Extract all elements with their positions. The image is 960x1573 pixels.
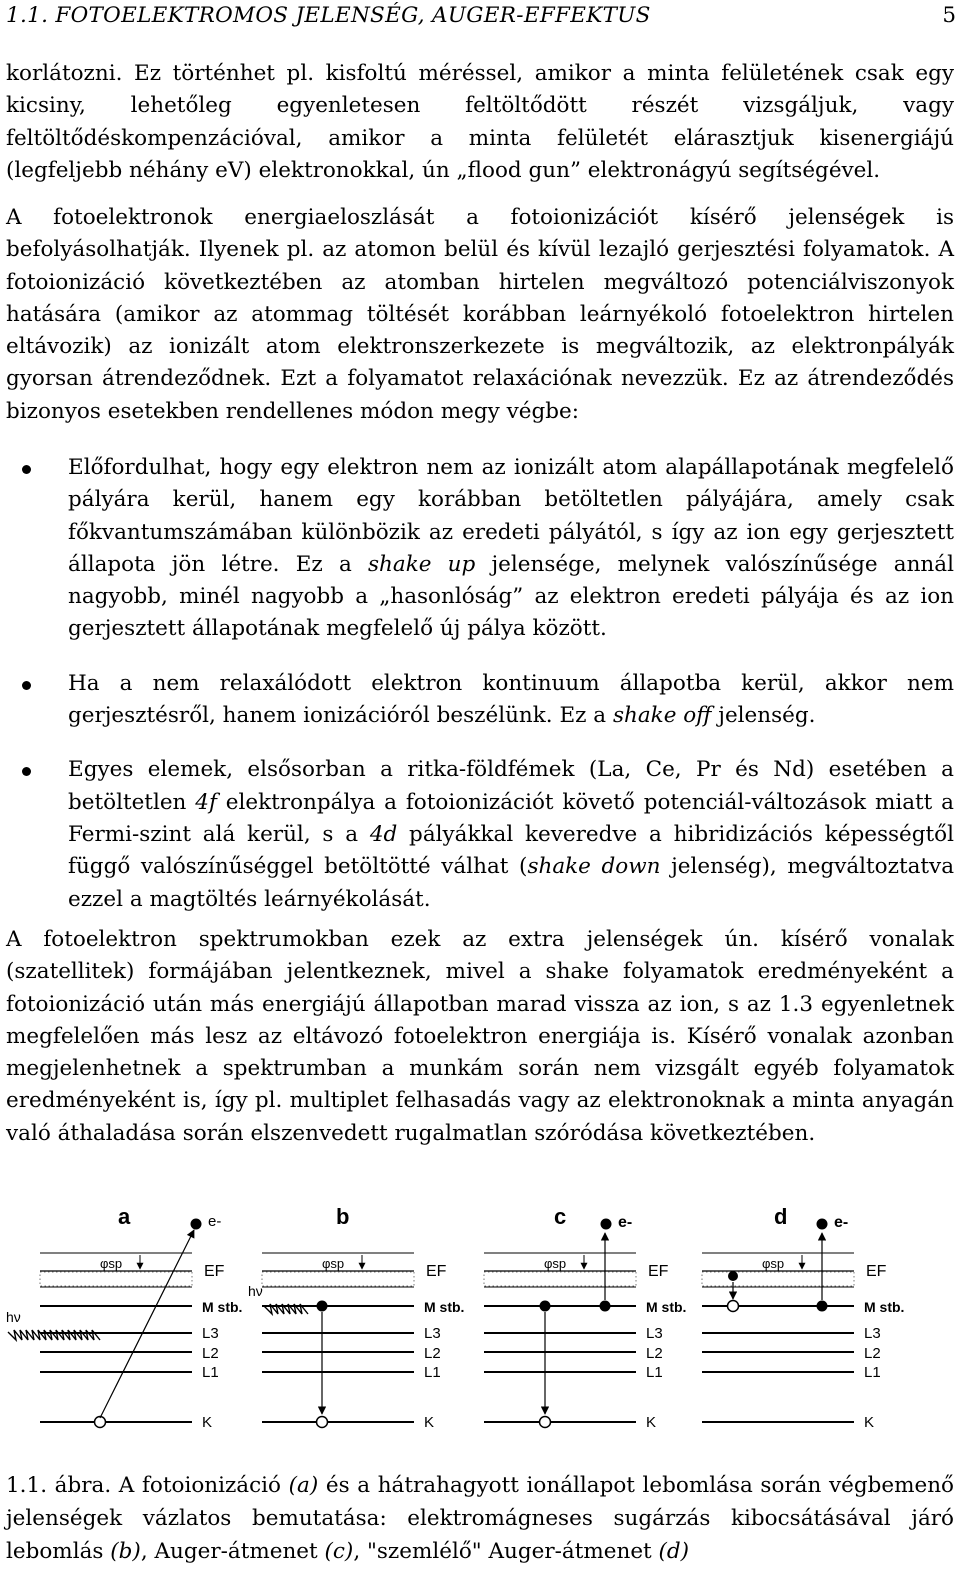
m-level-label: M stb.: [202, 1299, 243, 1315]
bullet-term: shake off: [612, 703, 712, 729]
fermi-level-label: EF: [648, 1263, 669, 1280]
running-header: [6, 3, 956, 33]
panel-label: c: [554, 1204, 567, 1229]
bullet-dot-icon: [22, 465, 31, 474]
fermi-level-label: EF: [204, 1263, 225, 1280]
photon-label: hν: [248, 1283, 263, 1299]
electron-label: e-: [208, 1213, 222, 1230]
caption-term: (d): [658, 1539, 690, 1564]
paragraph-3-block: [6, 924, 954, 1150]
l1-level-label: L1: [864, 1364, 881, 1381]
bullet-text: Ha a nem relaxálódott elektron kontinuum állapotba kerül, akkor nem gerjesztésről, hanem ionizációról beszélünk. Ez a: [68, 670, 954, 729]
paragraph-2-block: [6, 202, 954, 428]
electron-dot-icon: [601, 1219, 612, 1230]
bullet-text: elektronpálya a fotoionizációt követő potenciál-változások miatt a Fermi-szint alá kerül, s a: [68, 789, 954, 847]
energy-level-diagram: [0, 1196, 960, 1446]
paragraph-1: korlátozni. Ez történhet pl. kisfoltú méréssel, amikor a minta felületének csak egy kicsiny, lehetőleg egyenletesen feltöltődött részét vizsgáljuk, vagy feltöltődéskompenzációval, amikor a minta felületét elárasztjuk kisenergiájú (legfeljebb néhány eV) elektronokkal, ún „flood gun” elektronágyú segítségével.: [6, 61, 954, 183]
l1-level-label: L1: [646, 1364, 663, 1381]
bullet-term: 4f: [195, 789, 217, 815]
electron-dot-icon: [191, 1219, 202, 1230]
k-level-label: K: [864, 1414, 875, 1431]
bullet-text: Egyes elemek, elsősorban a ritka-földfémek (La, Ce, Pr és Nd) esetében a betöltetlen: [68, 757, 954, 815]
bullet-shake-up: [6, 452, 954, 646]
electron-label: e-: [834, 1214, 849, 1231]
fermi-level-label: EF: [866, 1263, 887, 1280]
running-header-title: 1.1. FOTOELEKTROMOS JELENSÉG, AUGER-EFFEKTUS: [6, 3, 651, 28]
l3-level-label: L3: [424, 1325, 441, 1342]
l2-level-label: L2: [424, 1345, 441, 1362]
work-function-label: φsp: [322, 1256, 345, 1271]
bullet-text: Előfordulhat, hogy egy elektron nem az ionizált atom alapállapotának megfelelő pályára kerül, hanem egy korábban betöltetlen pályájára, amely csak főkvantumszámában különbözik az eredeti pályától, s így az ion egy gerjesztett állapota jön létre. Ez a: [68, 455, 954, 577]
panel-label: a: [118, 1204, 131, 1229]
page-number: 5: [942, 3, 956, 28]
bullet-dot-icon: [22, 681, 31, 690]
work-function-label: φsp: [100, 1256, 123, 1271]
l2-level-label: L2: [646, 1345, 663, 1362]
caption-term: (b): [110, 1539, 141, 1564]
panel-a: [6, 1204, 242, 1431]
bullet-text: jelenség), megváltoztatva ezzel a magtöltés leárnyékolását.: [68, 854, 955, 912]
bullet-dot-icon: [22, 767, 31, 776]
caption-term: (a): [288, 1473, 319, 1498]
fermi-level-label: EF: [426, 1263, 447, 1280]
caption-text: és a hátrahagyott ionállapot lebomlása során végbemenő jelenségek vázlatos bemutatása: elektromágneses sugárzás kibocsátásával járó lebomlás: [6, 1473, 955, 1564]
caption-text: 1.1. ábra. A fotoionizáció: [6, 1473, 289, 1498]
bullet-term: shake up: [368, 551, 476, 577]
bullet-shake-down: [6, 754, 954, 915]
m-level-label: M stb.: [646, 1299, 687, 1315]
bullet-text: pályákkal keveredve a hibridizációs képességtől függő valószínűséggel betöltötté válhat (: [68, 821, 954, 880]
l3-level-label: L3: [864, 1325, 881, 1342]
electron-dot-icon: [817, 1219, 828, 1230]
bullet-list: [6, 452, 954, 916]
bullet-text: jelenség.: [711, 703, 816, 729]
figure-caption: [6, 1469, 954, 1568]
panel-label: b: [336, 1204, 350, 1229]
paragraph-3: A fotoelektron spektrumokban ezek az extra jelenségek ún. kísérő vonalak (szatellitek) formájában jelentkeznek, mivel a shake folyamatok eredményeként a fotoionizáció után más energiájú állapotban marad vissza az ion, s az 1.3 egyenletnek megfelelően más lesz az eltávozó fotoelektron energiája is. Kísérő vonalak azonban megjelenhetnek a spektrumban a munkám során nem vizsgált egyéb folyamatok eredményeként is, így pl. multiplet felhasadás vagy az elektronoknak a minta anyagán való áthaladása során elszenvedett rugalmatlan szóródása következtében.: [6, 927, 954, 1146]
k-level-label: K: [202, 1414, 213, 1431]
bullet-term: shake down: [527, 854, 661, 880]
photon-label: hν: [6, 1309, 21, 1325]
caption-text: , Auger-átmenet: [140, 1539, 325, 1564]
k-level-label: K: [646, 1414, 657, 1431]
paragraph-1-block: [6, 58, 954, 187]
panel-c: [484, 1204, 686, 1431]
panel-b: [248, 1204, 464, 1431]
work-function-label: φsp: [544, 1256, 567, 1271]
bullet-term: 4d: [369, 821, 398, 847]
bullet-text: jelensége, melynek valószínűsége annál nagyobb, minél nagyobb a „hasonlóság” az elektron eredeti pályája és az ion gerjesztett állapotának megfelelő új pálya között.: [68, 551, 954, 642]
paragraph-2: A fotoelektronok energiaeloszlását a fotoionizációt kísérő jelenségek is befolyásolhatják. Ilyenek pl. az atomon belül és kívül lezajló gerjesztési folyamatok. A fotoionizáció következtében az atomban hirtelen megváltozó potenciálviszonyok hatására (amikor az atommag töltését korábban leárnyékoló fotoelektron hirtelen eltávozik) az ionizált atom elektronszerkezete is megváltozik, az elektronpályák gyorsan átrendeződnek. Ezt a folyamatot relaxációnak nevezzük. Ez az átrendeződés bizonyos esetekben rendellenes módon megy végbe:: [6, 205, 954, 424]
panel-d: [702, 1204, 904, 1431]
caption-term: (c): [324, 1539, 354, 1564]
bullet-shake-off: [6, 668, 954, 733]
caption-text: , "szemlélő" Auger-átmenet: [353, 1539, 659, 1564]
m-level-label: M stb.: [424, 1299, 465, 1315]
electron-label: e-: [618, 1214, 633, 1231]
l2-level-label: L2: [864, 1345, 881, 1362]
l3-level-label: L3: [202, 1325, 219, 1342]
work-function-label: φsp: [762, 1256, 785, 1271]
l1-level-label: L1: [424, 1364, 441, 1381]
panel-label: d: [774, 1204, 788, 1229]
k-level-label: K: [424, 1414, 435, 1431]
m-level-label: M stb.: [864, 1299, 905, 1315]
l3-level-label: L3: [646, 1325, 663, 1342]
l1-level-label: L1: [202, 1364, 219, 1381]
l2-level-label: L2: [202, 1345, 219, 1362]
